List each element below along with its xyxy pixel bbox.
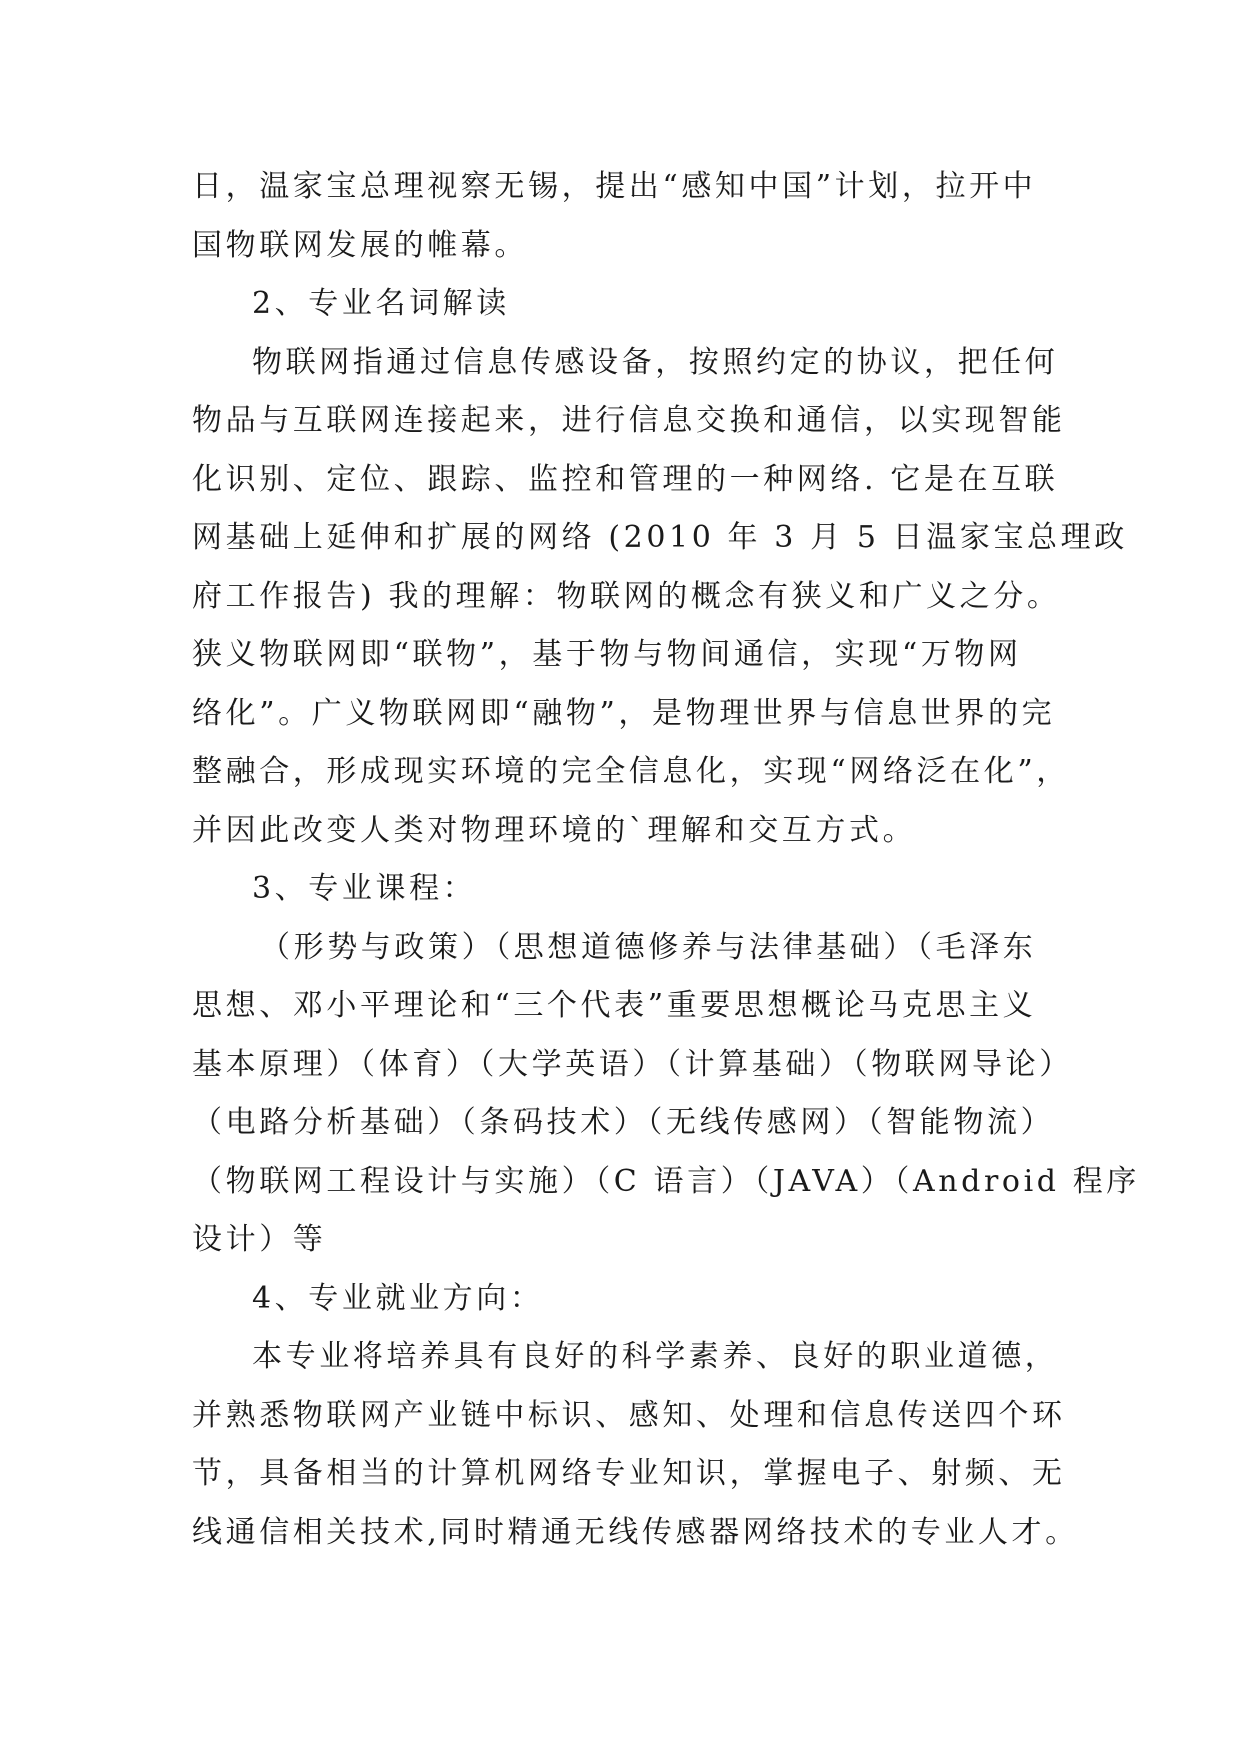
paragraph-line: 日，温家宝总理视察无锡，提出“感知中国”计划，拉开中 xyxy=(192,169,1037,204)
paragraph-line: 物品与互联网连接起来，进行信息交换和通信，以实现智能 xyxy=(192,403,1066,438)
paragraph-line: 整融合，形成现实环境的完全信息化，实现“网络泛在化”， xyxy=(192,754,1070,789)
paragraph-line: 国物联网发展的帷幕。 xyxy=(192,227,528,263)
section-heading-employment: 4、专业就业方向： xyxy=(252,1280,544,1316)
section-heading-courses: 3、专业课程： xyxy=(252,871,477,906)
paragraph-line: 物联网指通过信息传感设备，按照约定的协议，把任何 xyxy=(252,344,1059,380)
paragraph-line: 府工作报告) 我的理解：物联网的概念有狭义和广义之分。 xyxy=(192,578,1061,614)
paragraph-line: 狭义物联网即“联物”，基于物与物间通信，实现“万物网 xyxy=(192,637,1022,672)
paragraph-line: 思想、邓小平理论和“三个代表”重要思想概论马克思主义 xyxy=(192,988,1037,1023)
paragraph-line: 线通信相关技术,同时精通无线传感器网络技术的专业人才。 xyxy=(192,1514,1079,1550)
paragraph-line: 并熟悉物联网产业链中标识、感知、处理和信息传送四个环 xyxy=(192,1397,1066,1433)
paragraph-line: 络化”。广义物联网即“融物”，是物理世界与信息世界的完 xyxy=(192,695,1056,731)
paragraph-line: 并因此改变人类对物理环境的`理解和交互方式。 xyxy=(192,812,917,848)
document-body xyxy=(192,158,1140,1562)
section-heading-terms: 2、专业名词解读 xyxy=(252,286,510,321)
paragraph-line: 本专业将培养具有良好的科学素养、良好的职业道德， xyxy=(252,1339,1059,1374)
paragraph-line: 节，具备相当的计算机网络专业知识，掌握电子、射频、无 xyxy=(192,1456,1066,1491)
paragraph-line: 基本原理）（体育）（大学英语）（计算基础）（物联网导论） xyxy=(192,1046,1073,1082)
paragraph-line: （形势与政策）（思想道德修养与法律基础）（毛泽东 xyxy=(260,929,1037,965)
paragraph-line: 设计）等 xyxy=(192,1222,327,1257)
paragraph-line: （电路分析基础）（条码技术）（无线传感网）（智能物流） xyxy=(192,1105,1055,1140)
paragraph-line: 网基础上延伸和扩展的网络 (2010 年 3 月 5 日温家宝总理政 xyxy=(192,520,1128,555)
paragraph-line: （物联网工程设计与实施）（C 语言）（JAVA）（Android 程序 xyxy=(192,1163,1140,1199)
paragraph-line: 化识别、定位、跟踪、监控和管理的一种网络. 它是在互联 xyxy=(192,461,1059,497)
